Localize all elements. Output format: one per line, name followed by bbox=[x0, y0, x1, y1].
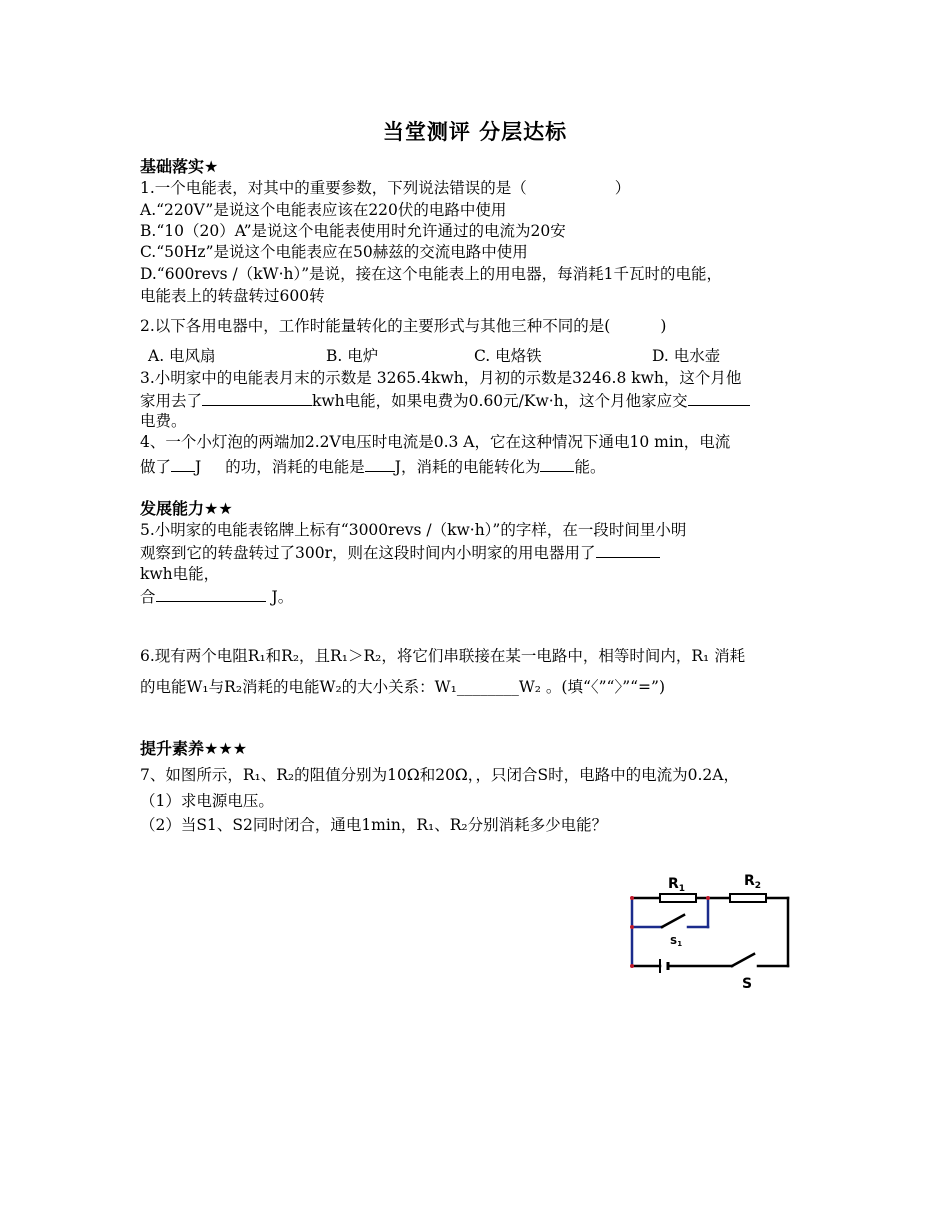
label-s1: $S_1$ bbox=[670, 936, 683, 948]
q3-text-b: kwh电能，如果电费为0.60元/Kw·h，这个月他家应交 bbox=[312, 392, 688, 410]
q3-blank-kwh[interactable] bbox=[202, 390, 312, 406]
q4-blank-form[interactable] bbox=[540, 456, 574, 472]
q2-option-d: D. 电水壶 bbox=[652, 347, 721, 365]
q1-option-b: B.“10（20）A”是说这个电能表使用时允许通过的电流为20安 bbox=[140, 222, 566, 240]
q3-text-a: 家用去了 bbox=[140, 392, 203, 410]
q7-line1: 7、如图所示，R₁、R₂的阻值分别为10Ω和20Ω，，只闭合S时，电路中的电流为0.2A， bbox=[140, 766, 739, 784]
q2-option-a: A. 电风扇 bbox=[148, 347, 216, 365]
q5-text-c: J。 bbox=[271, 588, 294, 606]
q4-text-d: J，消耗的电能转化为 bbox=[394, 458, 541, 476]
q5-blank-kwh[interactable] bbox=[596, 542, 660, 558]
q3-blank-fee[interactable] bbox=[688, 390, 750, 406]
switch-s1-blade bbox=[662, 915, 684, 927]
junction-dot bbox=[630, 925, 634, 929]
q4-text-c: 的功，消耗的电能是 bbox=[225, 458, 365, 476]
page-title: 当堂测评 分层达标 bbox=[382, 120, 568, 144]
q1-option-d-line1: D.“600revs /（kW·h）”是说，接在这个电能表上的用电器，每消耗1千瓦时的电能， bbox=[140, 265, 723, 283]
q5-line4 bbox=[140, 586, 293, 607]
q4-line2 bbox=[140, 456, 605, 477]
q5-blank-joule[interactable] bbox=[156, 586, 266, 602]
q2-option-c: C. 电烙铁 bbox=[474, 347, 542, 365]
section-develop-heading: 发展能力★★ bbox=[140, 499, 233, 518]
junction-dot bbox=[630, 896, 634, 900]
q3-line3: 电费。 bbox=[140, 412, 187, 430]
q1-stem-text: 1.一个电能表，对其中的重要参数，下列说法错误的是（ bbox=[140, 179, 527, 197]
q3-line1: 3.小明家中的电能表月末的示数是 3265.4kwh，月初的示数是3246.8 kwh，这个月他 bbox=[140, 369, 742, 387]
q4-blank-work[interactable] bbox=[171, 456, 195, 472]
junction-dot bbox=[706, 896, 710, 900]
q5-text-b: 合 bbox=[140, 588, 156, 606]
q1-stem-end: ） bbox=[614, 179, 631, 197]
q5-line1: 5.小明家的电能表铭牌上标有“3000revs /（kw·h）”的字样，在一段时间里小明 bbox=[140, 521, 687, 539]
question-2-stem bbox=[140, 316, 666, 336]
q3-line2 bbox=[140, 390, 750, 411]
label-r2: $R_2$ bbox=[744, 873, 762, 891]
q2-stem-text: 2.以下各用电器中，工作时能量转化的主要形式与其他三种不同的是( bbox=[140, 317, 611, 335]
label-s: S bbox=[742, 976, 753, 992]
q2-option-b: B. 电炉 bbox=[326, 347, 379, 365]
label-r1: $R_1$ bbox=[668, 876, 686, 894]
resistor-r1 bbox=[660, 894, 696, 902]
q1-option-c: C.“50Hz”是说这个电能表应在50赫兹的交流电路中使用 bbox=[140, 243, 528, 261]
q2-options bbox=[148, 346, 720, 366]
q4-text-e: 能。 bbox=[574, 458, 606, 476]
q5-text-a: 观察到它的转盘转过了300r，则在这段时间内小明家的用电器用了 bbox=[140, 544, 596, 562]
q4-text-a: 做了 bbox=[140, 458, 172, 476]
q2-stem-end: ) bbox=[660, 317, 667, 335]
q6-line2: 的电能W₁与R₂消耗的电能W₂的大小关系：W₁________W₂ 。(填“〈”“〉”“=”) bbox=[140, 678, 666, 696]
q5-line2 bbox=[140, 542, 660, 563]
resistor-r2 bbox=[730, 894, 766, 902]
q4-text-b: J bbox=[195, 458, 202, 476]
section-basic-heading: 基础落实★ bbox=[140, 157, 219, 176]
circuit-diagram bbox=[622, 868, 802, 993]
q7-line3: （2）当S1、S2同时闭合，通电1min，R₁、R₂分别消耗多少电能？ bbox=[140, 816, 608, 834]
junction-dot bbox=[630, 964, 634, 968]
q4-blank-energy[interactable] bbox=[365, 456, 395, 472]
q4-line1: 4、一个小灯泡的两端加2.2V电压时电流是0.3 A，它在这种情况下通电10 min，电流 bbox=[140, 433, 731, 451]
q6-line1: 6.现有两个电阻R₁和R₂，且R₁＞R₂，将它们串联接在某一电路中，相等时间内，R₁ 消耗 bbox=[140, 647, 746, 665]
switch-s-blade bbox=[732, 954, 754, 966]
q1-option-a: A.“220V”是说这个电能表应该在220伏的电路中使用 bbox=[140, 201, 507, 219]
q7-line2: （1）求电源电压。 bbox=[140, 792, 274, 810]
question-1-stem bbox=[140, 178, 630, 198]
q5-line3: kwh电能， bbox=[140, 565, 220, 583]
q1-option-d-line2: 电能表上的转盘转过600转 bbox=[140, 287, 325, 305]
section-improve-heading: 提升素养★★★ bbox=[140, 739, 248, 758]
